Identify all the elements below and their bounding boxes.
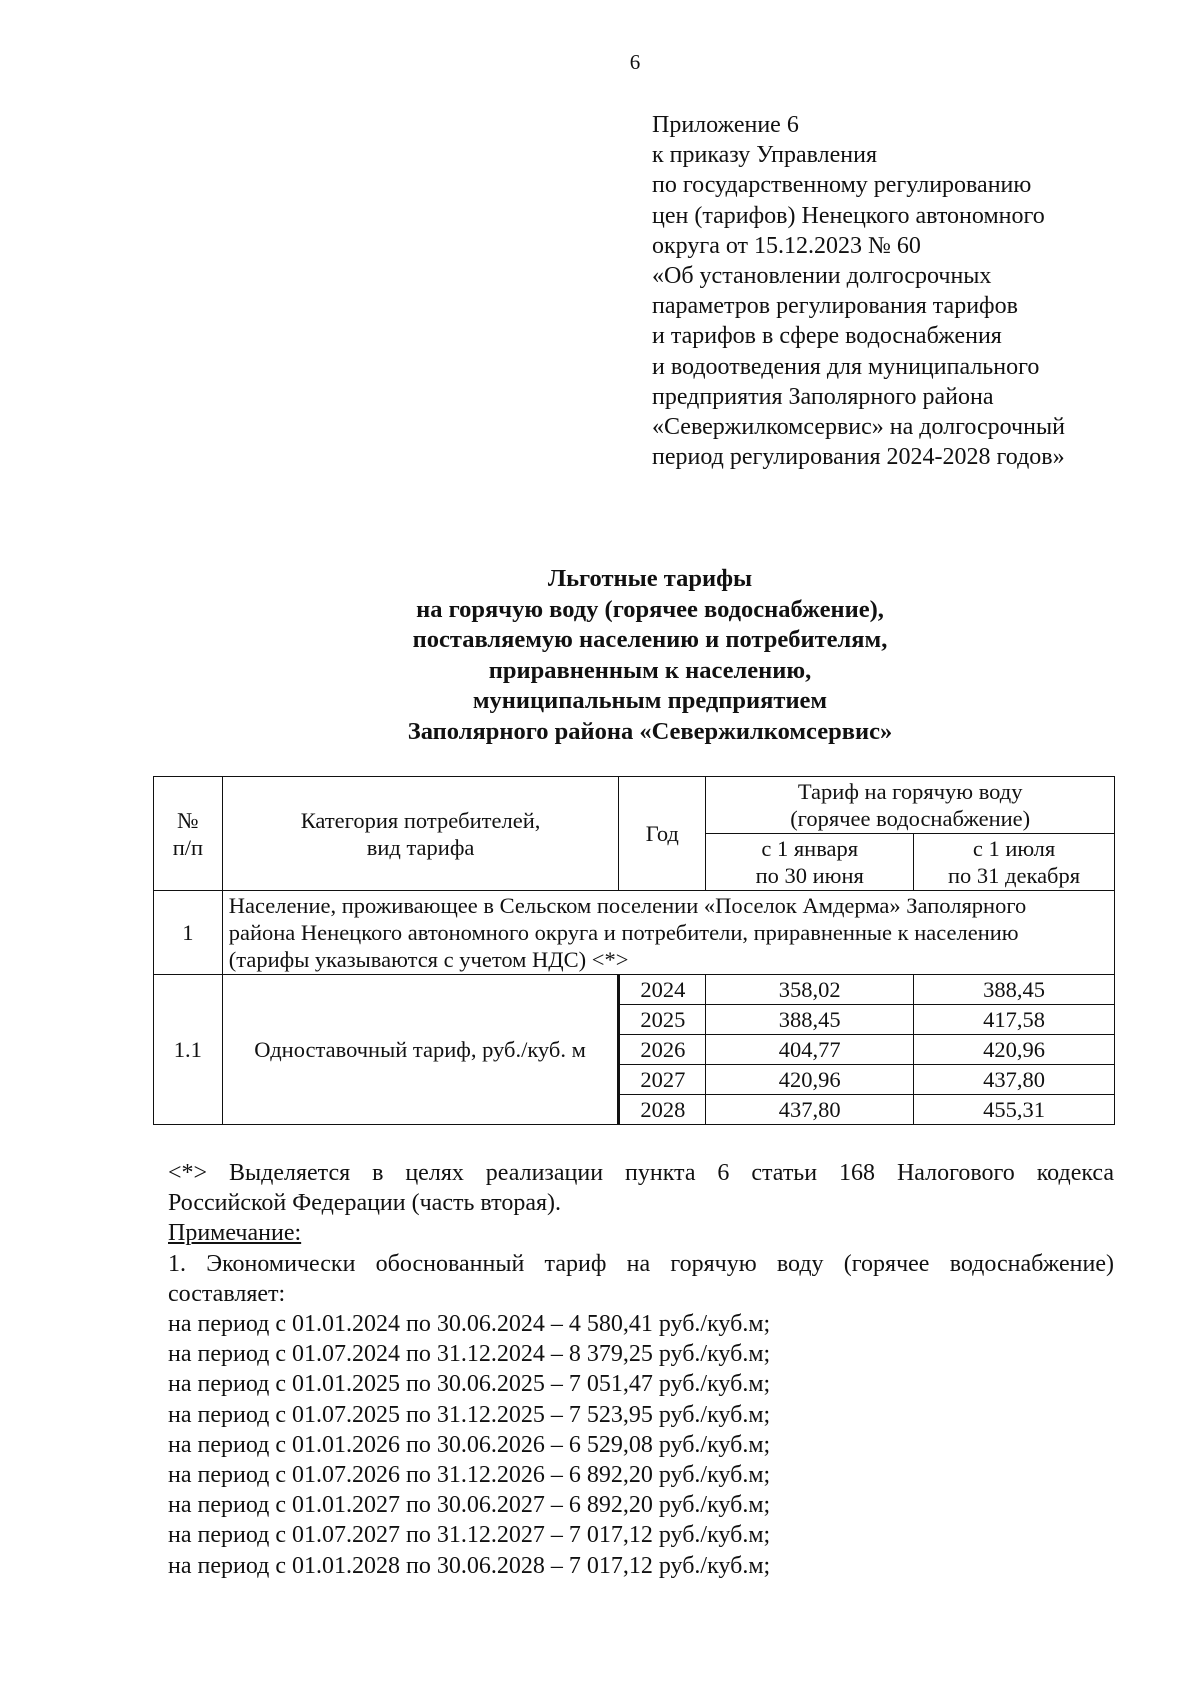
tariff-h1-cell: 404,77 [706,1035,914,1065]
notes-section [168,1158,1114,1581]
note-period: на период с 01.07.2027 по 31.12.2027 – 7 017,12 руб./куб.м; [168,1522,771,1549]
note-period: на период с 01.07.2024 по 31.12.2024 – 8 379,25 руб./куб.м; [168,1341,771,1368]
appendix-line: и водоотведения для муниципального [652,353,1040,380]
document-title [150,564,1150,747]
appendix-line: цен (тарифов) Ненецкого автономного [652,202,1045,229]
note-line: 1. Экономически обоснованный тариф на горячую воду (горячее водоснабжение) [168,1250,1114,1277]
tariff-h1-cell: 420,96 [706,1065,914,1095]
header-category-line2: вид тарифа [366,834,475,860]
section-line: Население, проживающее в Сельском поселении «Поселок Амдерма» Заполярного [228,893,1027,918]
footnote-line: <*> Выделяется в целях реализации пункта 6 статьи 168 Налогового кодекса [168,1160,1114,1186]
item-number: 1.1 [154,975,223,1125]
header-category [222,777,619,891]
title-line: приравненным к населению, [488,656,812,684]
year-cell: 2025 [619,1005,706,1035]
section-line: района Ненецкого автономного округа и потребители, приравненные к населению [228,920,1019,945]
header-number-line2: п/п [172,834,204,860]
header-period-1-line2: по 30 июня [755,863,864,888]
title-line: Льготные тарифы [547,565,753,592]
appendix-line: по государственному регулированию [652,172,1032,199]
title-line: поставляемую населению и потребителям, [412,626,888,653]
appendix-line: округа от 15.12.2023 № 60 [652,232,921,259]
year-cell: 2026 [619,1035,706,1065]
appendix-line: к приказу Управления [652,142,878,169]
header-period-2-line1: с 1 июля [972,836,1056,861]
appendix-line: «Об установлении долгосрочных [652,263,992,290]
item-name: Одноставочный тариф, руб./куб. м [222,975,619,1125]
tariff-h1-cell: 358,02 [706,975,914,1005]
header-category-line1: Категория потребителей, [300,807,541,833]
tariff-h2-cell: 388,45 [914,975,1115,1005]
header-number [154,777,223,891]
header-tariff [706,777,1115,834]
appendix-line: и тарифов в сфере водоснабжения [652,323,1002,350]
appendix-line: предприятия Заполярного района [652,383,994,410]
year-cell: 2024 [619,975,706,1005]
header-period-2-line2: по 31 декабря [948,863,1081,888]
tariff-h1-cell: 437,80 [706,1095,914,1125]
header-year: Год [619,777,706,891]
title-line: Заполярного района «Севержилкомсервис» [407,717,893,745]
tariff-h2-cell: 437,80 [914,1065,1115,1095]
year-cell: 2027 [619,1065,706,1095]
appendix-header [652,110,1172,472]
header-period-1-line1: с 1 января [761,836,859,861]
note-period: на период с 01.01.2025 по 30.06.2025 – 7 051,47 руб./куб.м; [168,1371,771,1398]
appendix-line: Приложение 6 [652,112,799,138]
note-period: на период с 01.07.2026 по 31.12.2026 – 6 892,20 руб./куб.м; [168,1462,771,1489]
tariff-h2-cell: 420,96 [914,1035,1115,1065]
title-line: на горячую воду (горячее водоснабжение), [416,595,884,623]
appendix-line: параметров регулирования тарифов [652,293,1018,320]
tariff-h1-cell: 388,45 [706,1005,914,1035]
table-section-row [154,891,1115,975]
appendix-line: период регулирования 2024-2028 годов» [652,444,1065,471]
tariff-h2-cell: 455,31 [914,1095,1115,1125]
note-line: составляет: [168,1280,286,1307]
section-description [222,891,1114,975]
section-number: 1 [154,891,223,975]
note-label-text: Примечание: [168,1220,302,1247]
note-period: на период с 01.01.2027 по 30.06.2027 – 6 892,20 руб./куб.м; [168,1492,771,1519]
tariff-table [153,776,1115,1125]
header-tariff-line1: Тариф на горячую воду [797,779,1023,804]
note-period: на период с 01.07.2025 по 31.12.2025 – 7 523,95 руб./куб.м; [168,1401,771,1428]
header-period-2 [914,834,1115,891]
table-header-row [154,777,1115,834]
title-line: муниципальным предприятием [472,687,828,714]
footnote-line: Российской Федерации (часть вторая). [168,1190,562,1217]
note-period: на период с 01.01.2024 по 30.06.2024 – 4 580,41 руб./куб.м; [168,1311,771,1338]
note-period: на период с 01.01.2026 по 30.06.2026 – 6 529,08 руб./куб.м; [168,1431,771,1458]
header-period-1 [706,834,914,891]
tariff-h2-cell: 417,58 [914,1005,1115,1035]
note-period: на период с 01.01.2028 по 30.06.2028 – 7 017,12 руб./куб.м; [168,1552,771,1579]
table-row [154,975,1115,1005]
section-line: (тарифы указываются с учетом НДС) <*> [228,947,629,972]
note-label [168,1218,1114,1248]
header-tariff-line2: (горячее водоснабжение) [790,806,1031,831]
page-number: 6 [629,50,641,74]
year-cell: 2028 [619,1095,706,1125]
appendix-line: «Севержилкомсервис» на долгосрочный [652,414,1065,441]
header-number-line1: № [177,807,199,833]
